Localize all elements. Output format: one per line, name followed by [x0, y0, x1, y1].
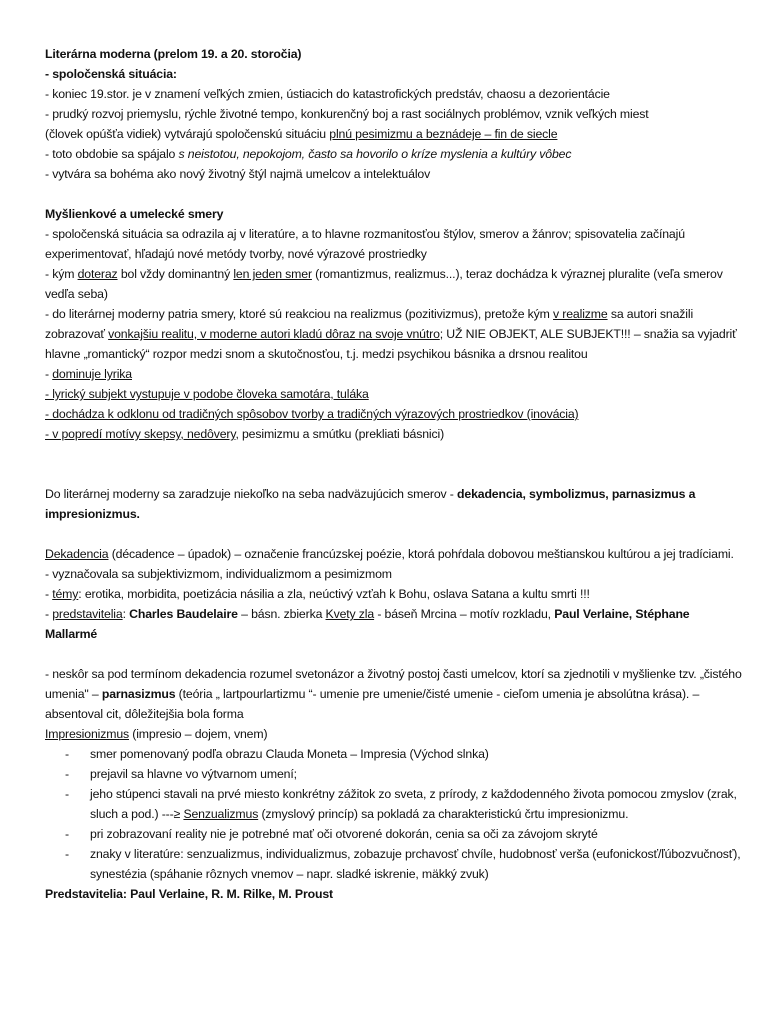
social-line-5: - vytvára sa bohéma ako nový životný štýl najmä umelcov a intelektuálov: [45, 167, 431, 181]
impressionism-definition: Impresionizmus (impresio – dojem, vnem): [45, 727, 268, 741]
list-item: - jeho stúpenci stavali na prvé miesto konkrétny zážitok zo sveta, z prírody, z každodenného života pomocou zmyslov (zrak, sluch a pod.) ---≥ Senzualizmus (zmyslový princíp) sa pokladá za charakteristickú črtu impresionizmu.: [65, 787, 737, 821]
social-line-1: - koniec 19.stor. je v znamení veľkých zmien, ústiacich do katastrofických predstáv, chaosu a dezorientácie: [45, 87, 610, 101]
list-item: - smer pomenovaný podľa obrazu Clauda Moneta – Impresia (Východ slnka): [65, 747, 489, 761]
social-line-4: - toto obdobie sa spájalo s neistotou, nepokojom, často sa hovorilo o kríze myslenia a kultúry vôbec: [45, 147, 572, 161]
social-line-2: - prudký rozvoj priemyslu, rýchle životné tempo, konkurenčný boj a rast sociálnych problémov, vznik veľkých miest: [45, 107, 649, 121]
fin-de-siecle-underline: plnú pesimizmu a beznádeje – fin de siecle: [329, 127, 558, 141]
intro-paragraph: Do literárnej moderny sa zaradzuje niekoľko na seba nadväzujúcich smerov - dekadencia, symbolizmus, parnasizmus a impresionizmus.: [45, 487, 696, 521]
movements-paragraph-1: - spoločenská situácia sa odrazila aj v literatúre, a to hlavne rozmanitosťou štýlov, smerov a žánrov; spisovatelia začínajú experimentovať, hľadajú nové metódy tvorby, nové výrazové prostriedky: [45, 227, 685, 261]
decadence-definition: Dekadencia (décadence – úpadok) – označenie francúzskej poézie, ktorá pohŕdala dobovou meštianskou kultúrou a jej tradíciami.: [45, 547, 734, 561]
section-movements-heading: Myšlienkové a umelecké smery: [45, 207, 224, 221]
lyric-dominance-line: - dominuje lyrika: [45, 367, 132, 381]
crisis-italic: s neistotou, nepokojom, často sa hovorilo o kríze myslenia a kultúry vôbec: [178, 147, 572, 161]
lyric-subject-line: - lyrický subjekt vystupuje v podobe človeka samotára, tuláka: [45, 387, 369, 401]
social-line-3: (človek opúšťa vidiek) vytvárajú spoločenskú situáciu plnú pesimizmu a beznádeje – fin de siecle: [45, 127, 558, 141]
movements-paragraph-2: - kým doteraz bol vždy dominantný len jeden smer (romantizmus, realizmus...), teraz dochádza k výraznej pluralite (veľa smerov vedľa seba): [45, 267, 723, 301]
list-item: - prejavil sa hlavne vo výtvarnom umení;: [65, 767, 297, 781]
list-item: - pri zobrazovaní reality nie je potrebné mať oči otvorené dokorán, cenia sa oči za závojom skryté: [65, 827, 598, 841]
document-title: Literárna moderna (prelom 19. a 20. storočia): [45, 47, 302, 61]
section-social-heading: - spoločenská situácia:: [45, 67, 177, 81]
skepsis-line: - v popredí motívy skepsy, nedôvery, pesimizmu a smútku (prekliati básnici): [45, 427, 445, 441]
decadence-term: Dekadencia: [45, 547, 109, 561]
decadence-representatives: - predstavitelia: Charles Baudelaire – básn. zbierka Kvety zla - báseň Mrcina – motív rozkladu, Paul Verlaine, Stéphane Mallarmé: [45, 607, 690, 641]
impressionism-representatives: Predstavitelia: Paul Verlaine, R. M. Rilke, M. Proust: [45, 887, 333, 901]
parnassism-paragraph: - neskôr sa pod termínom dekadencia rozumel svetonázor a životný postoj časti umelcov, ktorí sa zjednotili v myšlienke tzv. „čistého umenia" – parnasizmus (teória „ lartpourlartizmu “- umenie pre umenie/čisté umenie - cieľom umenia je absolútna krása). – absentoval cit, dôležitejšia bola forma: [45, 667, 742, 721]
list-item: - znaky v literatúre: senzualizmus, individualizmus, zobazuje prchavosť chvíle, hudobnosť verša (eufonickosť/ľúbozvučnosť), synestézia (spáhanie rôznych vnemov – napr. sladké iskrenie, mäkký zvuk): [65, 847, 741, 881]
decadence-line-1: - vyznačovala sa subjektivizmom, individualizmom a pesimizmom: [45, 567, 392, 581]
movements-paragraph-3: - do literárnej moderny patria smery, ktoré sú reakciou na realizmus (pozitivizmus), pretože kým v realizme sa autori snažili zobrazovať vonkajšiu realitu, v moderne autori kladú dôraz na svoje vnútro; UŽ NIE OBJEKT, ALE SUBJEKT!!! – snažia sa vyjadriť hlavne „romantický“ rozpor medzi snom a skutočnosťou, t.j. medzi psychikou básnika a drsnou realitou: [45, 307, 737, 361]
innovation-line: - dochádza k odklonu od tradičných spôsobov tvorby a tradičných výrazových prostriedkov (inovácia): [45, 407, 579, 421]
decadence-themes: - témy: erotika, morbidita, poetizácia násilia a zla, neúctivý vzťah k Bohu, oslava Satana a kultu smrti !!!: [45, 587, 590, 601]
impressionism-term: Impresionizmus: [45, 727, 130, 741]
